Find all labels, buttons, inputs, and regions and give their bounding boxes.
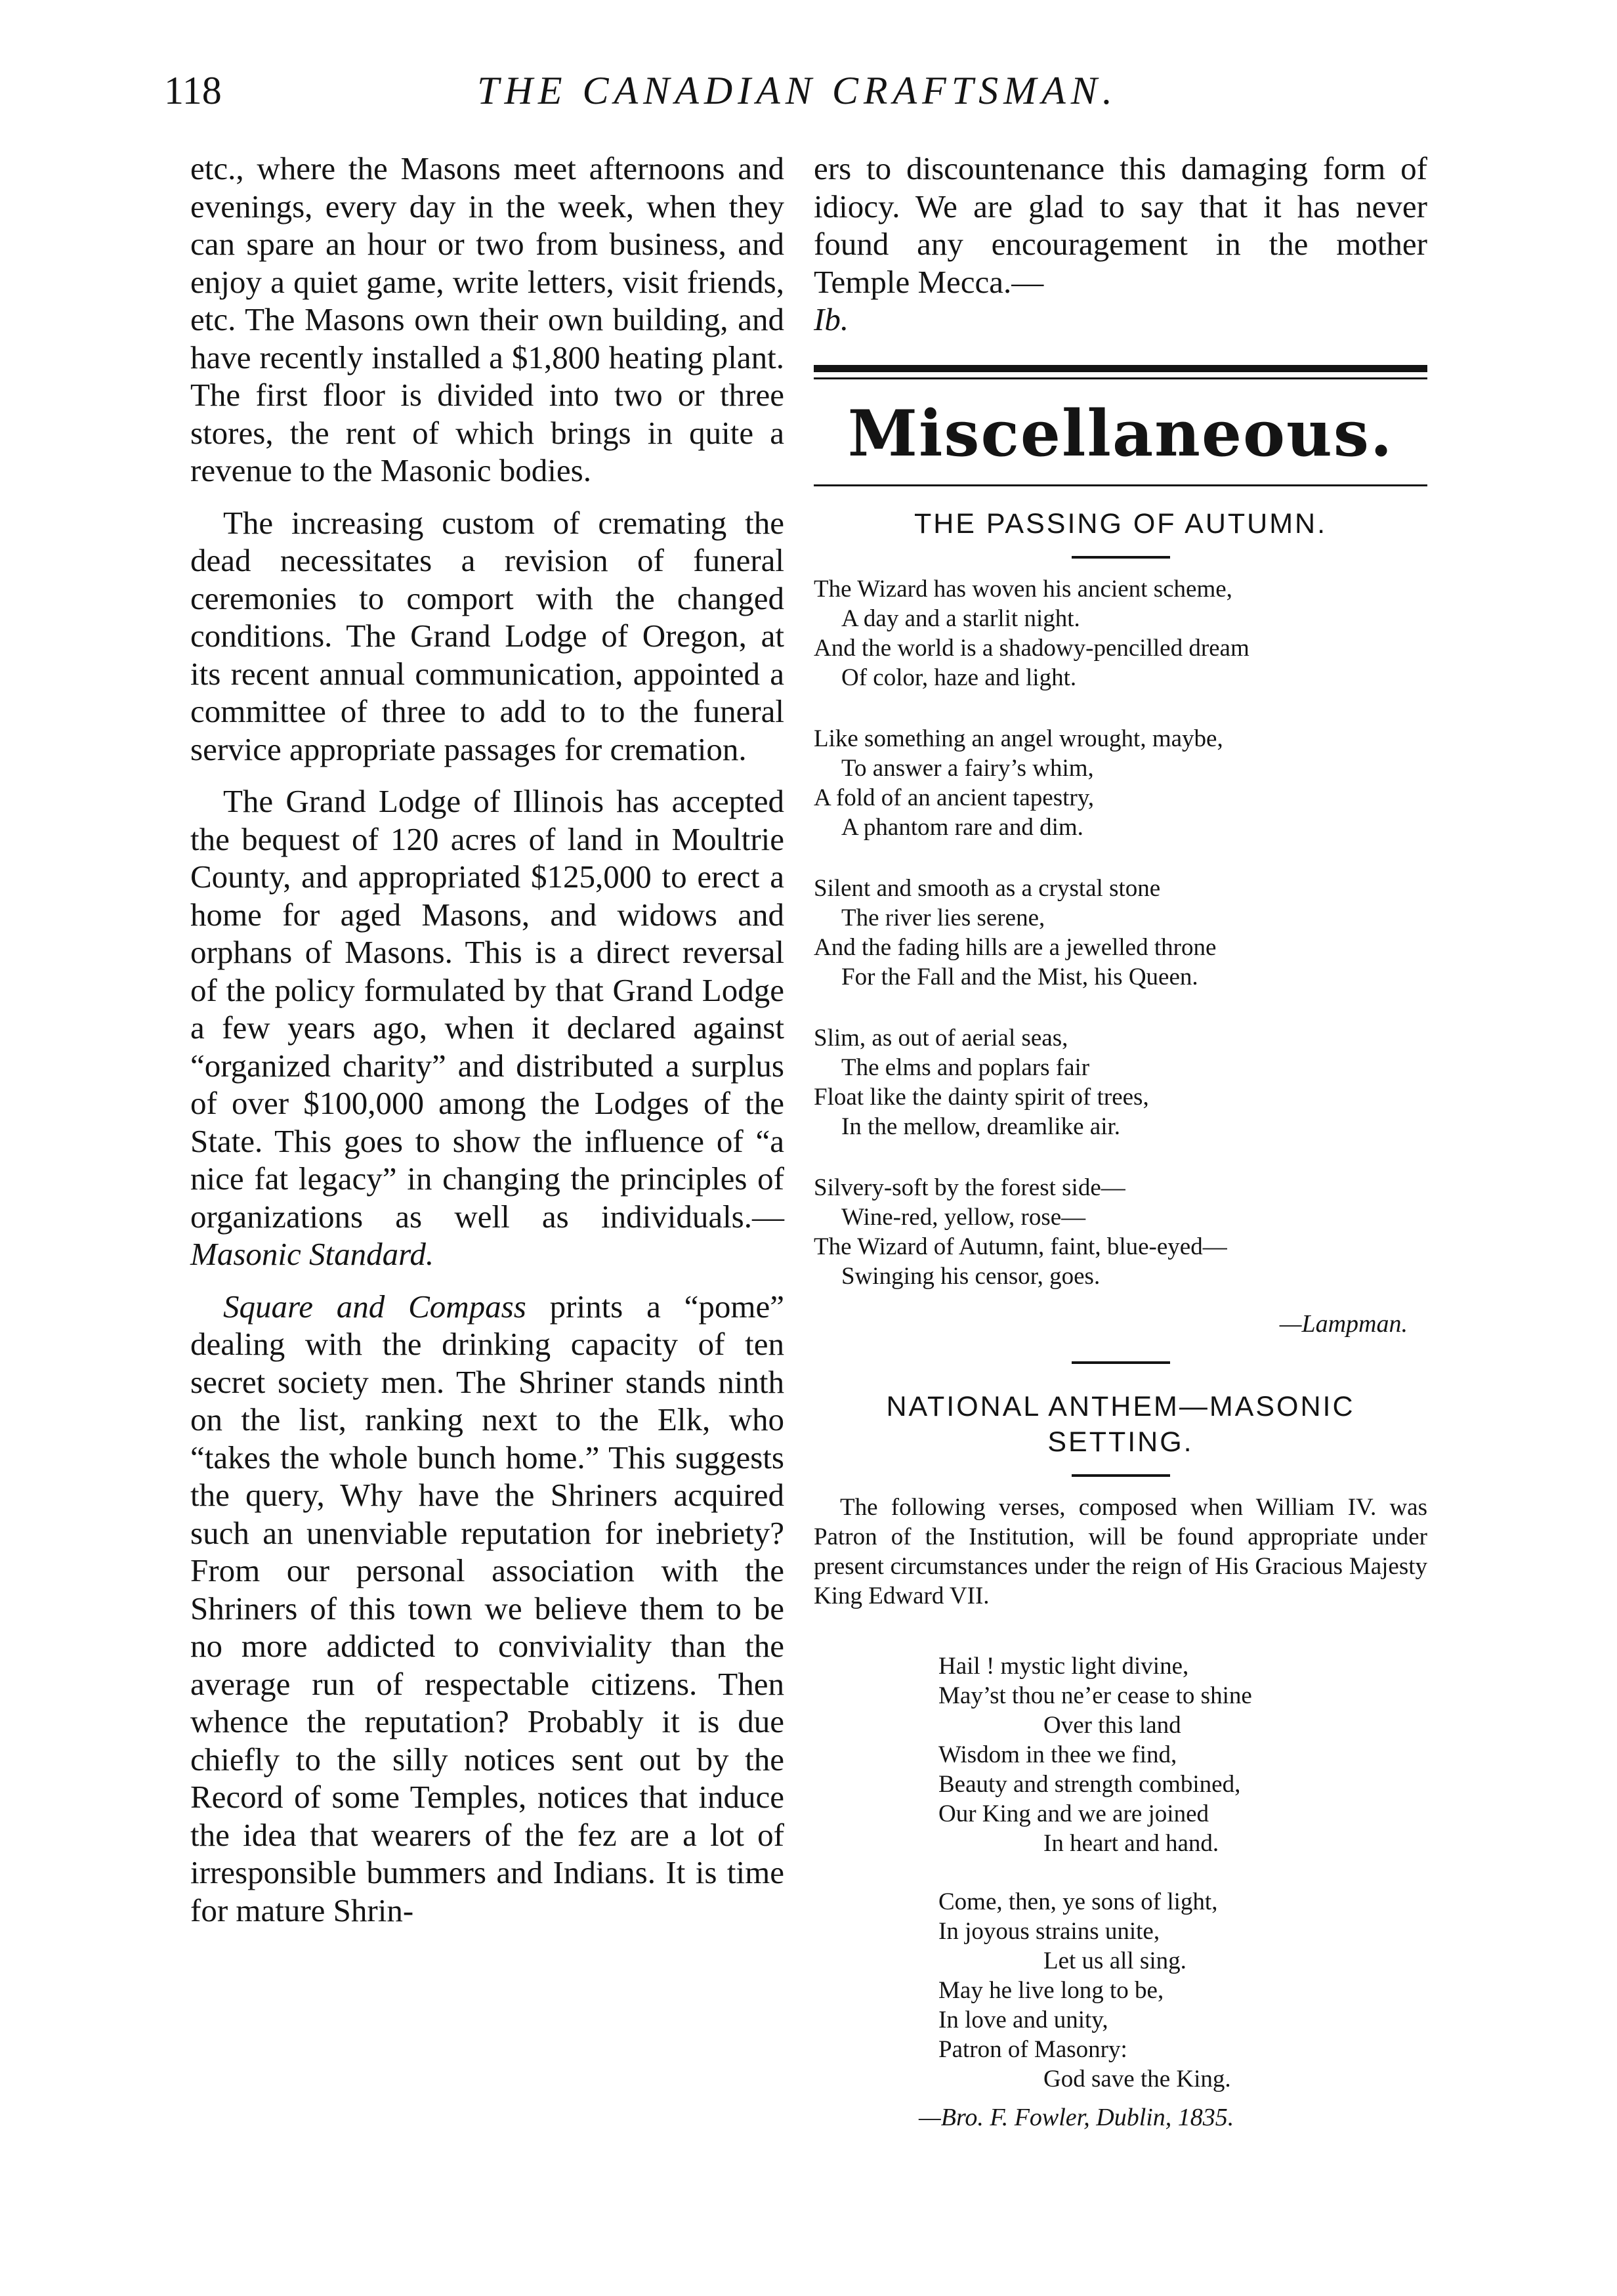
paragraph-illinois-text: The Grand Lodge of Illinois has accepted the bequest of 120 acres of land in Moultrie County, and appropriated $125,000 to erect a home for aged Masons, and widows and orphans of Masons. This is a direct reversal of the policy formulated by that Grand Lodge a few years ago, when it declared against “organized charity” and distributed a surplus of over $100,000 among the Lodges of the State. This goes to show the influence of “a nice fat legacy” in changing the principles of organizations as well as individuals.— — [190, 783, 784, 1235]
poem-stanza — [938, 1887, 1427, 2094]
poem-line: Beauty and strength combined, — [938, 1770, 1241, 1798]
poem-line: And the world is a shadowy-pencilled dream — [814, 634, 1250, 662]
paragraph-shriners-text: prints a “pome” dealing with the drinking capacity of ten secret society men. The Shriner stands ninth on the list, ranking next to the Elk, who “takes the whole bunch home.” This suggests the query, Why have the Shriners acquired such an unenviable reputation for inebriety? From our personal association with the Shriners of this town we believe them to be no more addicted to conviviality than the average run of respectable citizens. Then whence the reputation? Probably it is due chiefly to the silly notices sent out by the Record of some Temples, notices that induce the idea that wearers of the fez are a lot of irresponsible bummers and Indians. It is time for mature Shrin- — [190, 1288, 784, 1928]
poem-title-line: NATIONAL ANTHEM—MASONIC — [886, 1390, 1355, 1422]
paragraph-cremation: The increasing custom of cremating the dead necessitates a revision of funeral ceremonies to comport with the changed conditions. The Grand Lodge of Oregon, at its recent annual communication, appointed a committee of three to add to to the funeral service appropriate passages for cremation. — [190, 504, 784, 767]
short-rule — [1072, 556, 1170, 559]
divider-heavy — [814, 365, 1427, 372]
poem-line: Silent and smooth as a crystal stone — [814, 874, 1161, 902]
right-column — [814, 150, 1427, 2132]
poem-line: Wisdom in thee we find, — [938, 1741, 1177, 1768]
poem-line: The river lies serene, — [841, 904, 1045, 931]
poem-line: The Wizard of Autumn, faint, blue-eyed— — [814, 1233, 1227, 1260]
anthem-intro: The following verses, composed when William IV. was Patron of the Institution, will be found appropriate under present circumstances under the reign of His Gracious Majesty King Edward VII. — [814, 1493, 1427, 1609]
poem-title-national-anthem — [814, 1389, 1427, 1460]
poem-stanza — [814, 874, 1427, 992]
page-header — [164, 68, 1431, 127]
paragraph-shriners — [190, 1288, 784, 1930]
poem-line: A fold of an ancient tapestry, — [814, 784, 1095, 811]
page-number: 118 — [164, 69, 222, 112]
poem-line: Come, then, ye sons of light, — [938, 1888, 1218, 1915]
poem-line: To answer a fairy’s whim, — [841, 754, 1094, 782]
poem-title-line: SETTING. — [1047, 1426, 1194, 1458]
poem-line: For the Fall and the Mist, his Queen. — [841, 963, 1198, 990]
poem-stanza — [814, 574, 1427, 692]
left-column — [190, 150, 784, 1929]
poem-stanza — [814, 1023, 1427, 1141]
section-heading-miscellaneous: Miscellaneous. — [847, 396, 1394, 471]
divider-light — [814, 377, 1427, 379]
poem-line: The elms and poplars fair — [841, 1053, 1090, 1081]
poem-line: Our King and we are joined — [938, 1800, 1209, 1827]
short-rule — [1072, 1474, 1170, 1477]
poem-line: Silvery-soft by the forest side— — [814, 1174, 1125, 1201]
continuation-text: ers to discountenance this damaging form of idiocy. We are glad to say that it has never found any encouragement in the mother Temple Mecca.— — [814, 150, 1427, 300]
paragraph-continuation — [814, 150, 1427, 339]
poem-line: Of color, haze and light. — [841, 664, 1077, 691]
poem-line: Over this land — [1043, 1711, 1181, 1739]
poem-line: Slim, as out of aerial seas, — [814, 1024, 1068, 1052]
poem-stanza — [814, 1173, 1427, 1291]
poem-line: May he live long to be, — [938, 1976, 1164, 2004]
poem-passing-of-autumn — [814, 574, 1427, 1339]
poem-line: In the mellow, dreamlike air. — [841, 1113, 1121, 1140]
short-rule — [1072, 1361, 1170, 1364]
poem-national-anthem — [938, 1651, 1427, 2094]
poem-line: Float like the dainty spirit of trees, — [814, 1083, 1149, 1111]
poem-title-passing-of-autumn: THE PASSING OF AUTUMN. — [914, 507, 1328, 540]
poem-line: Patron of Masonry: — [938, 2035, 1127, 2063]
poem-stanza — [814, 724, 1427, 842]
poem-line: Let us all sing. — [1043, 1947, 1186, 1974]
poem-attribution-lampman: —Lampman. — [1279, 1309, 1408, 1338]
source-masonic-standard: Masonic Standard. — [190, 1236, 434, 1272]
poem-line: May’st thou ne’er cease to shine — [938, 1682, 1252, 1709]
poem-line: Wine-red, yellow, rose— — [841, 1203, 1086, 1231]
poem-line: The Wizard has woven his ancient scheme, — [814, 575, 1232, 603]
poem-line: Like something an angel wrought, maybe, — [814, 725, 1223, 752]
poem-line: In joyous strains unite, — [938, 1917, 1160, 1945]
square-and-compass-title: Square and Compass — [223, 1288, 526, 1325]
paragraph-masonic-building: etc., where the Masons meet afternoons and evenings, every day in the week, when they can spare an hour or two from business, and enjoy a quiet game, write letters, visit friends, etc. The Masons own their own building, and have recently installed a $1,800 heating plant. The first floor is divided into two or three stores, the rent of which brings in quite a revenue to the Masonic bodies. — [190, 150, 784, 488]
poem-line: God save the King. — [1043, 2065, 1231, 2093]
paragraph-illinois — [190, 782, 784, 1273]
divider-under-heading — [814, 484, 1427, 486]
poem-stanza — [938, 1651, 1427, 1858]
poem-line: Swinging his censor, goes. — [841, 1262, 1101, 1290]
poem-line: In love and unity, — [938, 2006, 1108, 2033]
running-title: THE CANADIAN CRAFTSMAN. — [477, 69, 1118, 112]
poem-line: A day and a starlit night. — [841, 605, 1080, 632]
poem-line: In heart and hand. — [1043, 1829, 1219, 1857]
poem-line: A phantom rare and dim. — [841, 813, 1083, 841]
poem-line: And the fading hills are a jewelled throne — [814, 933, 1217, 961]
poem-line: Hail ! mystic light divine, — [938, 1652, 1189, 1680]
continuation-source: Ib. — [814, 301, 849, 337]
poem-attribution-fowler: —Bro. F. Fowler, Dublin, 1835. — [919, 2103, 1234, 2131]
